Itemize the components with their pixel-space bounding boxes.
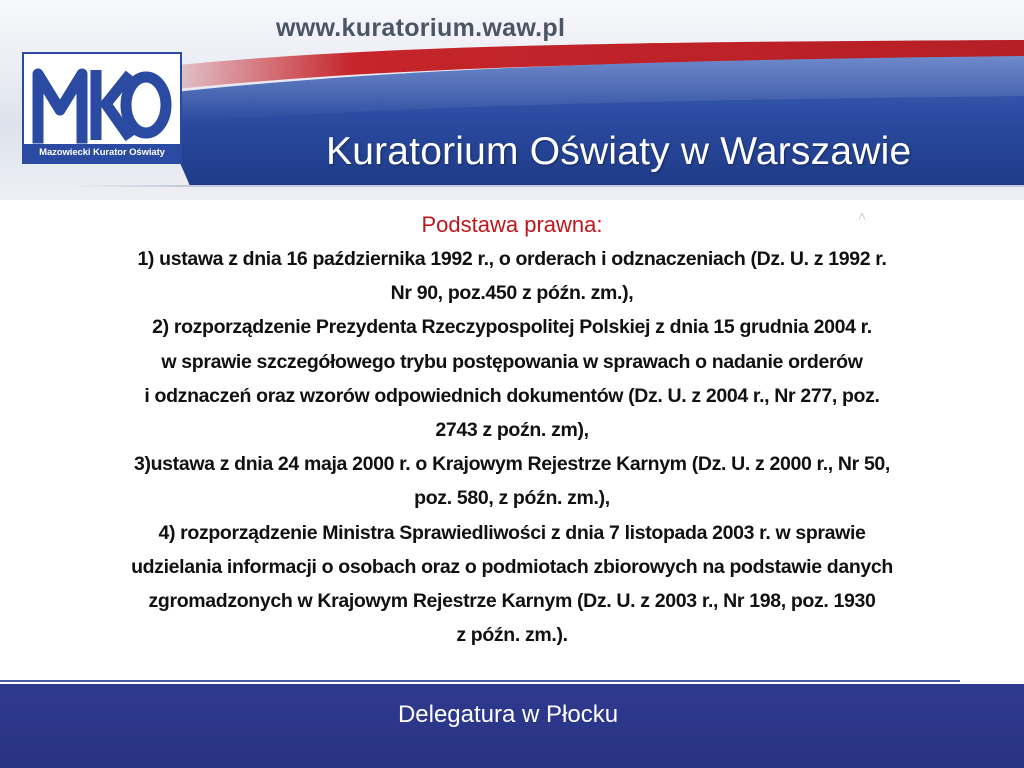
text-line: 2) rozporządzenie Prezydenta Rzeczypospolitej Polskiej z dnia 15 grudnia 2004 r. (152, 316, 872, 339)
text-line: Nr 90, poz.450 z późn. zm.), (390, 282, 634, 305)
slide-header (0, 0, 1024, 200)
slide-footer (0, 684, 1024, 768)
footer-divider (0, 680, 960, 682)
text-line: 3)ustawa z dnia 24 maja 2000 r. o Krajowym Rejestrze Karnym (Dz. U. z 2000 r., Nr 50, (133, 453, 890, 476)
text-line: udzielania informacji o osobach oraz o podmiotach zbiorowych na podstawie danych (131, 555, 893, 578)
legal-basis-section (6, 206, 1018, 652)
text-line: w sprawie szczegółowego trybu postępowania w sprawach o nadanie orderów (161, 350, 863, 373)
text-line: zgromadzonych w Krajowym Rejestrze Karnym (Dz. U. z 2003 r., Nr 198, poz. 1930 (148, 590, 876, 613)
text-line: z późn. zm.). (456, 624, 568, 647)
text-line: poz. 580, z późn. zm.), (414, 487, 610, 510)
text-line: 1) ustawa z dnia 16 października 1992 r., o orderach i odznaczeniach (Dz. U. z 1992 r. (137, 248, 887, 270)
text-line: i odznaczeń oraz wzorów odpowiednich dokumentów (Dz. U. z 2004 r., Nr 277, poz. (144, 384, 880, 407)
text-line: 4) rozporządzenie Ministra Sprawiedliwości z dnia 7 listopada 2003 r. w sprawie (158, 521, 866, 544)
footer-title: Delegatura w Płocku (397, 701, 619, 728)
sparkle-icon: ˄ (858, 208, 867, 224)
site-url: www.kuratorium.waw.pl (276, 14, 566, 42)
mko-logo-mark-icon (32, 60, 174, 144)
header-divider (70, 185, 1024, 187)
logo-caption: Mazowiecki Kurator Oświaty (24, 144, 180, 162)
organization-name: Kuratorium Oświaty w Warszawie (326, 130, 912, 173)
text-line: 2743 z poźn. zm), (435, 419, 589, 442)
section-heading: Podstawa prawna: (421, 212, 603, 237)
mko-logo (22, 52, 182, 164)
legal-basis-text (6, 242, 1018, 652)
